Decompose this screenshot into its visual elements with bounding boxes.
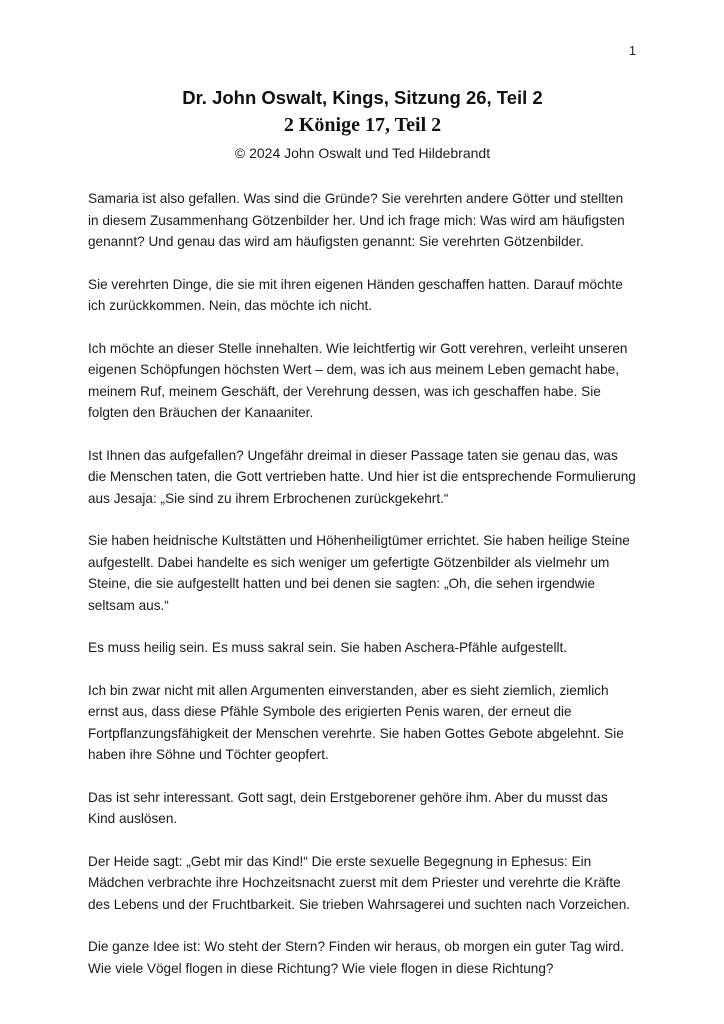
page-number: 1 — [629, 44, 636, 58]
paragraph: Sie haben heidnische Kultstätten und Höhenheiligtümer errichtet. Sie haben heilige Steine aufgestellt. Dabei handelte es sich weniger um gefertigte Götzenbilder als vielmehr um Steine, die sie aufgestellt hatten und bei denen sie sagten: „Oh, die sehen irgendwie seltsam aus.“ — [88, 533, 630, 613]
paragraph: Ich möchte an dieser Stelle innehalten. Wie leichtfertig wir Gott verehren, verleiht unseren eigenen Schöpfungen höchsten Wert – dem, was ich aus meinem Leben gemacht habe, meinem Ruf, meinem Geschäft, der Verehrung dessen, was ich geschaffen habe. Sie folgten den Bräuchen der Kanaaniter. — [88, 340, 628, 421]
paragraph: Es muss heilig sein. Es muss sakral sein. Sie haben Aschera-Pfähle aufgestellt. — [88, 640, 568, 656]
document-title-line2: 2 Könige 17, Teil 2 — [283, 114, 442, 137]
paragraph: Das ist sehr interessant. Gott sagt, dein Erstgeborener gehöre ihm. Aber du musst das Kind auslösen. — [88, 789, 608, 827]
document-header — [88, 86, 637, 162]
document-title-line1: Dr. John Oswalt, Kings, Sitzung 26, Teil 2 — [182, 87, 543, 108]
paragraph: Ich bin zwar nicht mit allen Argumenten einverstanden, aber es sieht ziemlich, ziemlich ernst aus, dass diese Pfähle Symbole des erigierten Penis waren, der erneut die Fortpflanzungsfähigkeit der Menschen verehrte. Sie haben Gottes Gebote abgelehnt. Sie haben ihre Söhne und Töchter geopfert. — [88, 682, 624, 763]
paragraph: Ist Ihnen das aufgefallen? Ungefähr dreimal in dieser Passage taten sie genau das, was die Menschen taten, die Gott vertrieben hatte. Und hier ist die entsprechende Formulierung aus Jesaja: „Sie sind zu ihrem Erbrochenen zurückgekehrt.“ — [88, 447, 636, 506]
copyright-line: © 2024 John Oswalt und Ted Hildebrandt — [234, 145, 491, 162]
paragraph: Die ganze Idee ist: Wo steht der Stern? Finden wir heraus, ob morgen ein guter Tag wird. Wie viele Vögel flogen in diese Richtung? Wie viele flogen in diese Richtung? — [88, 939, 624, 976]
paragraph: Der Heide sagt: „Gebt mir das Kind!“ Die erste sexuelle Begegnung in Ephesus: Ein Mädchen verbrachte ihre Hochzeitsnacht zuerst mit dem Priester und verehrte die Kräfte des Lebens und der Fruchtbarkeit. Sie trieben Wahrsagerei und suchten nach Vorzeichen. — [88, 853, 631, 912]
paragraph: Samaria ist also gefallen. Was sind die Gründe? Sie verehrten andere Götter und stellten in diesem Zusammenhang Götzenbilder her. Und ich frage mich: Was wird am häufigsten genannt? Und genau das wird am häufigsten genannt: Sie verehrten Götzenbilder. — [88, 191, 625, 250]
paragraph: Sie verehrten Dinge, die sie mit ihren eigenen Händen geschaffen hatten. Darauf möchte ich zurückkommen. Nein, das möchte ich nicht. — [88, 276, 623, 314]
document-body — [88, 188, 637, 979]
